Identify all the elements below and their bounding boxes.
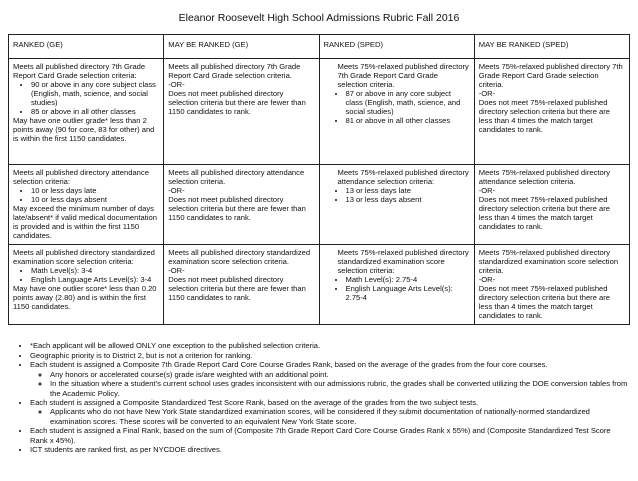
list-item: • 81 or above in all other classes (346, 116, 470, 125)
note-item: • Each student is assigned a Final Rank, based on the sum of (Composite 7th Grade Report Card Core Course Grades Rank x 55%) and (Composite Standardized Test Score Rank x 45%). (30, 426, 630, 444)
cell-ranked-ge (9, 165, 164, 245)
table-header-row (9, 35, 630, 59)
criteria-list (13, 266, 159, 284)
list-item: • 13 or less days absent (346, 195, 470, 204)
cell-may-be-ranked-sped (474, 245, 629, 325)
cell-may-be-ranked-sped (474, 165, 629, 245)
criteria-intro: Meets all published directory standardized examination score selection criteria: (13, 248, 155, 266)
table-row-grades (9, 59, 630, 165)
or-separator: -OR- (168, 80, 185, 89)
cell-ranked-ge (9, 59, 164, 165)
sub-note-item: ◦ In the situation where a student’s current school uses grades inconsistent with our admissions rubric, the grades shall be converted utilizing the DOE conversion tables from the Academic Policy. (50, 379, 630, 397)
list-item: • Math Level(s): 3-4 (31, 266, 159, 275)
or-separator: -OR- (168, 186, 185, 195)
criteria-text: Does not meet published directory selection criteria but there are fewer than 1150 candidates to rank. (168, 195, 306, 222)
criteria-list (13, 186, 159, 204)
or-separator: -OR- (168, 266, 185, 275)
cell-may-be-ranked-ge (164, 245, 319, 325)
cell-ranked-sped (319, 165, 474, 245)
note-text: Each student is assigned a Composite Standardized Test Score Rank, based on the average of the grades from the two subject tests. (30, 398, 479, 408)
criteria-text: Does not meet published directory selection criteria but there are fewer than 1150 candidates to rank. (168, 89, 306, 116)
sub-notes-list (30, 370, 630, 398)
rubric-notes (8, 341, 630, 455)
sub-note-item: ◦ Applicants who do not have New York State standardized examination scores, will be considered if they submit documentation of nationally-normed standardized examination scores. These scores will be converted to an equivalent New York State score. (50, 407, 630, 425)
criteria-outro: May have one outlier score* less than 0.20 points away (2.80) and is within the first 1150 candidates. (13, 284, 157, 311)
criteria-intro: Meets 75%-relaxed published directory attendance selection criteria: (337, 168, 469, 186)
criteria-text: Does not meet published directory selection criteria but there are fewer than 1150 candidates to rank. (168, 275, 306, 302)
table-row-attendance (9, 165, 630, 245)
criteria-text: Meets 75%-relaxed published directory attendance selection criteria. (478, 168, 611, 186)
cell-ranked-sped (319, 245, 474, 325)
or-separator: -OR- (478, 89, 496, 98)
criteria-text: Does not meet 75%-relaxed published directory selection criteria but there are less than 4 times the match target candidates to rank. (478, 98, 611, 134)
criteria-list (13, 80, 159, 116)
criteria-intro: Meets all published directory 7th Grade Report Card Grade selection criteria: (13, 62, 146, 80)
criteria-list (338, 89, 470, 125)
or-separator: -OR- (478, 275, 496, 284)
criteria-text: Does not meet 75%-relaxed published directory selection criteria but there are less than 4 times the match target candidates to rank. (478, 195, 611, 231)
note-item (30, 398, 630, 426)
criteria-outro: May exceed the minimum number of days late/absent* if valid medical documentation is provided and is within the first 1150 candidates. (13, 204, 157, 240)
document-title: Eleanor Roosevelt High School Admissions Rubric Fall 2016 (178, 12, 460, 24)
criteria-list (338, 186, 470, 204)
note-item: • Geographic priority is to District 2, but is not a criterion for ranking. (30, 351, 630, 360)
sub-notes-list (30, 407, 630, 425)
cell-may-be-ranked-ge (164, 59, 319, 165)
criteria-text: Meets 75%-relaxed published directory standardized examination score selection criteria. (478, 248, 619, 275)
criteria-text: Does not meet 75%-relaxed published directory selection criteria but there are less than 4 times the match target candidates to rank. (478, 284, 611, 320)
list-item: • English Language Arts Level(s): 3-4 (31, 275, 159, 284)
cell-may-be-ranked-sped (474, 59, 629, 165)
criteria-intro: Meets 75%-relaxed published directory standardized examination score selection criteria: (337, 248, 469, 275)
note-text: Each student is assigned a Composite 7th Grade Report Card Core Course Grades Rank, based on the average of the grades from the four core courses. (30, 360, 548, 370)
criteria-intro: Meets all published directory attendance selection criteria: (13, 168, 149, 186)
admissions-rubric-table (8, 34, 630, 325)
list-item: • 85 or above in all other classes (31, 107, 159, 116)
header-ranked-ge: RANKED (GE) (9, 35, 164, 59)
criteria-text: Meets 75%-relaxed published directory 7th Grade Report Card Grade selection criteria. (478, 62, 623, 89)
list-item: • 10 or less days absent (31, 195, 159, 204)
cell-may-be-ranked-ge (164, 165, 319, 245)
sub-note-item: ◦ Any honors or accelerated course(s) grade is/are weighted with an additional point. (50, 370, 630, 379)
header-may-be-ranked-ge: MAY BE RANKED (GE) (164, 35, 319, 59)
list-item: • 13 or less days late (346, 186, 470, 195)
note-item: • *Each applicant will be allowed ONLY one exception to the published selection criteria. (30, 341, 630, 350)
criteria-intro: Meets 75%-relaxed published directory 7th Grade Report Card Grade selection criteria. (337, 62, 469, 89)
note-item: • ICT students are ranked first, as per NYCDOE directives. (30, 445, 630, 454)
criteria-text: Meets all published directory 7th Grade Report Card Grade selection criteria. (168, 62, 301, 80)
list-item: • English Language Arts Level(s): 2.75-4 (346, 284, 470, 302)
list-item: • 90 or above in any core subject class (English, math, science, and social studies) (31, 80, 159, 107)
notes-list (8, 341, 630, 454)
criteria-outro: May have one outlier grade* less than 2 points away (90 for core, 83 for other) and is within the first 1150 candidates. (13, 116, 155, 143)
list-item: • 10 or less days late (31, 186, 159, 195)
cell-ranked-sped (319, 59, 474, 165)
criteria-text: Meets all published directory attendance selection criteria. (168, 168, 305, 186)
list-item: • Math Level(s): 2.75-4 (346, 275, 470, 284)
header-may-be-ranked-sped: MAY BE RANKED (SPED) (474, 35, 629, 59)
header-ranked-sped: RANKED (SPED) (319, 35, 474, 59)
list-item: • 87 or above in any core subject class (English, math, science, and social studies) (346, 89, 470, 116)
or-separator: -OR- (478, 186, 496, 195)
criteria-text: Meets all published directory standardized examination score selection criteria. (168, 248, 311, 266)
note-item (30, 360, 630, 397)
table-row-exams (9, 245, 630, 325)
criteria-list (338, 275, 470, 302)
cell-ranked-ge (9, 245, 164, 325)
